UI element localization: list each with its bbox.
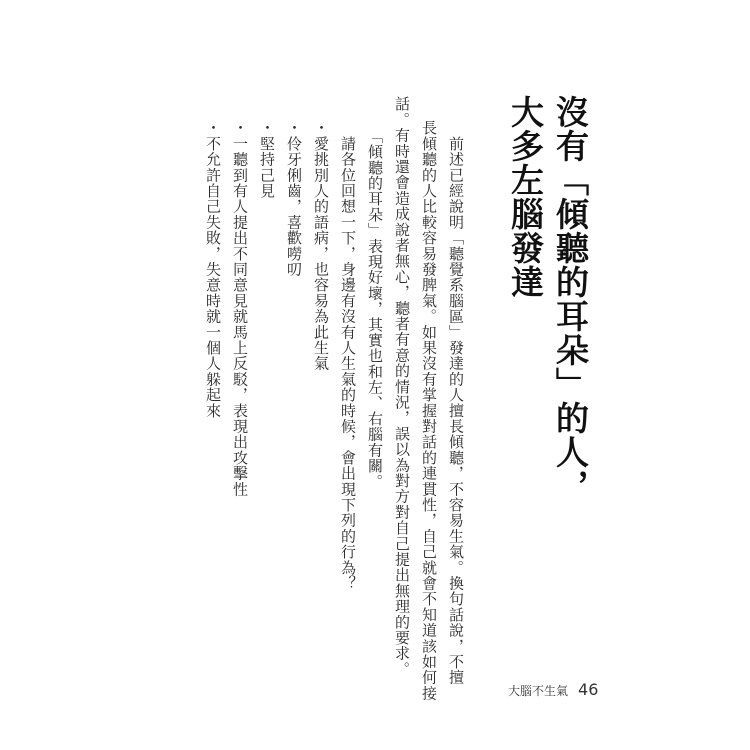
bullet-item: ・不允許自己失敗，失意時就一個人躲起來 (204, 120, 222, 419)
body-column: 話。有時還會造成說者無心，聽者有意的情況，誤以為對方對自己提出無理的要求。 (393, 96, 411, 677)
chapter-title-line-1: 沒有「傾聽的耳朵」的人， (551, 95, 590, 503)
body-column: 長傾聽的人比較容易發脾氣。如果沒有掌握對話的連貫性，自己就會不知道該如何接 (420, 120, 438, 701)
body-column: 「傾聽的耳朵」表現好壞，其實也和左、右腦有關。 (366, 120, 384, 490)
page-number: 46 (578, 680, 599, 699)
bullet-item: ・一聽到有人提出不同意見就馬上反駁，表現出攻擊性 (231, 120, 249, 497)
chapter-title-line-2: 大多左腦發達 (506, 95, 545, 299)
page-footer (508, 680, 598, 699)
bullet-item: ・堅持己見 (258, 120, 276, 199)
body-column: 請各位回想一下，身邊有沒有人生氣的時候，會出現下列的行為？ (339, 120, 357, 591)
bullet-item: ・伶牙俐齒，喜歡嘮叨 (285, 120, 303, 277)
body-column: 前述已經說明「聽覺系腦區」發達的人擅長傾聽，不容易生氣。換句話說，不擅 (447, 120, 465, 686)
running-footer-title: 大腦不生氣 (508, 684, 569, 698)
bullet-item: ・愛挑別人的語病，也容易為此生氣 (312, 120, 330, 372)
